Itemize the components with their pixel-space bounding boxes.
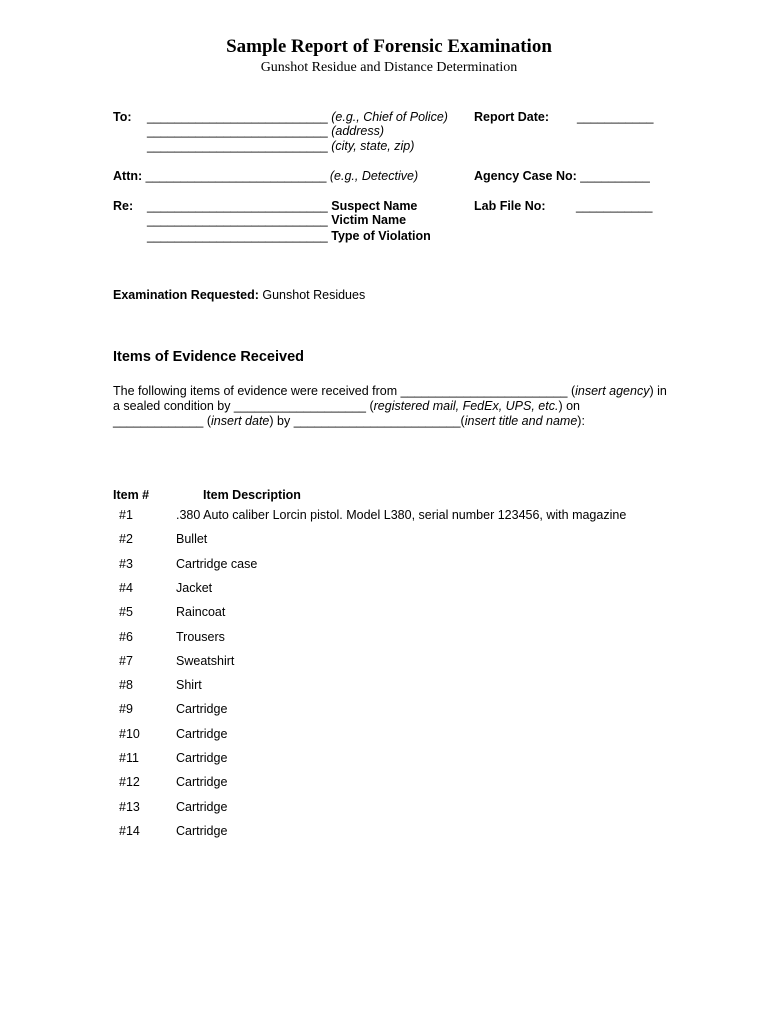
to-line-3 xyxy=(147,139,414,153)
re-line-2 xyxy=(147,213,406,227)
para-hint-agency: insert agency xyxy=(575,384,650,398)
item-number: #5 xyxy=(119,605,133,619)
evidence-heading: Items of Evidence Received xyxy=(113,349,304,365)
item-description: Cartridge xyxy=(176,727,228,741)
item-description: Raincoat xyxy=(176,605,226,619)
page-subtitle: Gunshot Residue and Distance Determination xyxy=(260,60,518,75)
para-text: a sealed condition by ___________________ ( xyxy=(113,399,374,413)
to-line-2 xyxy=(147,124,384,138)
exam-requested-line xyxy=(113,288,365,302)
attn-line xyxy=(113,169,418,183)
para-text: ) by ________________________( xyxy=(269,414,465,428)
item-description: Jacket xyxy=(176,581,213,595)
item-description: Cartridge xyxy=(176,800,228,814)
item-description: Cartridge case xyxy=(176,557,258,571)
to-line-1-hint: (e.g., Chief of Police) xyxy=(331,110,448,124)
to-line-3-blank: __________________________ xyxy=(147,139,328,153)
re-violation-type: Type of Violation xyxy=(331,229,431,243)
evidence-paragraph-line-1 xyxy=(113,384,673,399)
to-line-2-blank: __________________________ xyxy=(147,124,328,138)
para-text: ) in xyxy=(649,384,667,398)
to-line-2-hint: (address) xyxy=(331,124,385,138)
report-date-label: Report Date: xyxy=(474,110,550,124)
agency-case-blank: __________ xyxy=(580,169,650,183)
re-line-1 xyxy=(147,199,417,213)
evidence-paragraph-line-3 xyxy=(113,414,673,429)
item-number: #14 xyxy=(119,824,140,838)
item-number: #1 xyxy=(119,508,133,522)
lab-file-blank: ___________ xyxy=(576,199,653,213)
item-number: #9 xyxy=(119,702,133,716)
para-text: The following items of evidence were received from ________________________ ( xyxy=(113,384,576,398)
to-label: To: xyxy=(113,110,132,124)
para-hint-shipping: registered mail, FedEx, UPS, etc. xyxy=(373,399,559,413)
item-number: #7 xyxy=(119,654,133,668)
attn-label: Attn: xyxy=(113,169,143,183)
re-line-1-blank: __________________________ xyxy=(147,199,328,213)
item-number: #2 xyxy=(119,532,133,546)
re-line-3-blank: __________________________ xyxy=(147,229,328,243)
item-number: #6 xyxy=(119,630,133,644)
to-line-1-blank: __________________________ xyxy=(147,110,328,124)
to-line-3-hint: (city, state, zip) xyxy=(331,139,415,153)
evidence-paragraph-line-2 xyxy=(113,399,673,414)
to-line-1 xyxy=(147,110,448,124)
item-description: Shirt xyxy=(176,678,202,692)
item-number: #3 xyxy=(119,557,133,571)
exam-requested-label: Examination Requested: xyxy=(113,288,259,302)
para-text: ): xyxy=(577,414,585,428)
item-number: #10 xyxy=(119,727,140,741)
para-hint-title-name: insert title and name xyxy=(464,414,578,428)
item-description: Cartridge xyxy=(176,702,228,716)
re-line-3 xyxy=(147,229,431,243)
attn-hint: (e.g., Detective) xyxy=(329,169,419,183)
item-description: .380 Auto caliber Lorcin pistol. Model L380, serial number 123456, with magazine xyxy=(176,508,627,522)
item-description: Trousers xyxy=(176,630,225,644)
item-description: Cartridge xyxy=(176,775,228,789)
item-description: Sweatshirt xyxy=(176,654,235,668)
item-number: #4 xyxy=(119,581,133,595)
item-number: #11 xyxy=(119,751,139,765)
item-description: Cartridge xyxy=(176,824,228,838)
agency-case-line xyxy=(474,169,650,183)
evidence-paragraph xyxy=(113,384,673,429)
re-label: Re: xyxy=(113,199,134,213)
page-title: Sample Report of Forensic Examination xyxy=(226,36,552,57)
item-description: Bullet xyxy=(176,532,208,546)
para-text: ) on xyxy=(558,399,580,413)
item-description: Cartridge xyxy=(176,751,228,765)
col-header-item-number: Item # xyxy=(113,488,150,502)
para-text: _____________ ( xyxy=(113,414,212,428)
col-header-item-description: Item Description xyxy=(203,488,301,502)
re-line-2-blank: __________________________ xyxy=(147,213,328,227)
item-number: #12 xyxy=(119,775,140,789)
attn-blank: __________________________ xyxy=(145,169,327,183)
agency-case-label: Agency Case No: xyxy=(474,169,577,183)
item-number: #8 xyxy=(119,678,133,692)
lab-file-label: Lab File No: xyxy=(474,199,546,213)
report-date-blank: ___________ xyxy=(577,110,654,124)
para-hint-date: insert date xyxy=(211,414,270,428)
item-number: #13 xyxy=(119,800,140,814)
exam-requested-value: Gunshot Residues xyxy=(262,288,366,302)
re-suspect-name: Suspect Name xyxy=(331,199,418,213)
re-victim-name: Victim Name xyxy=(331,213,407,227)
